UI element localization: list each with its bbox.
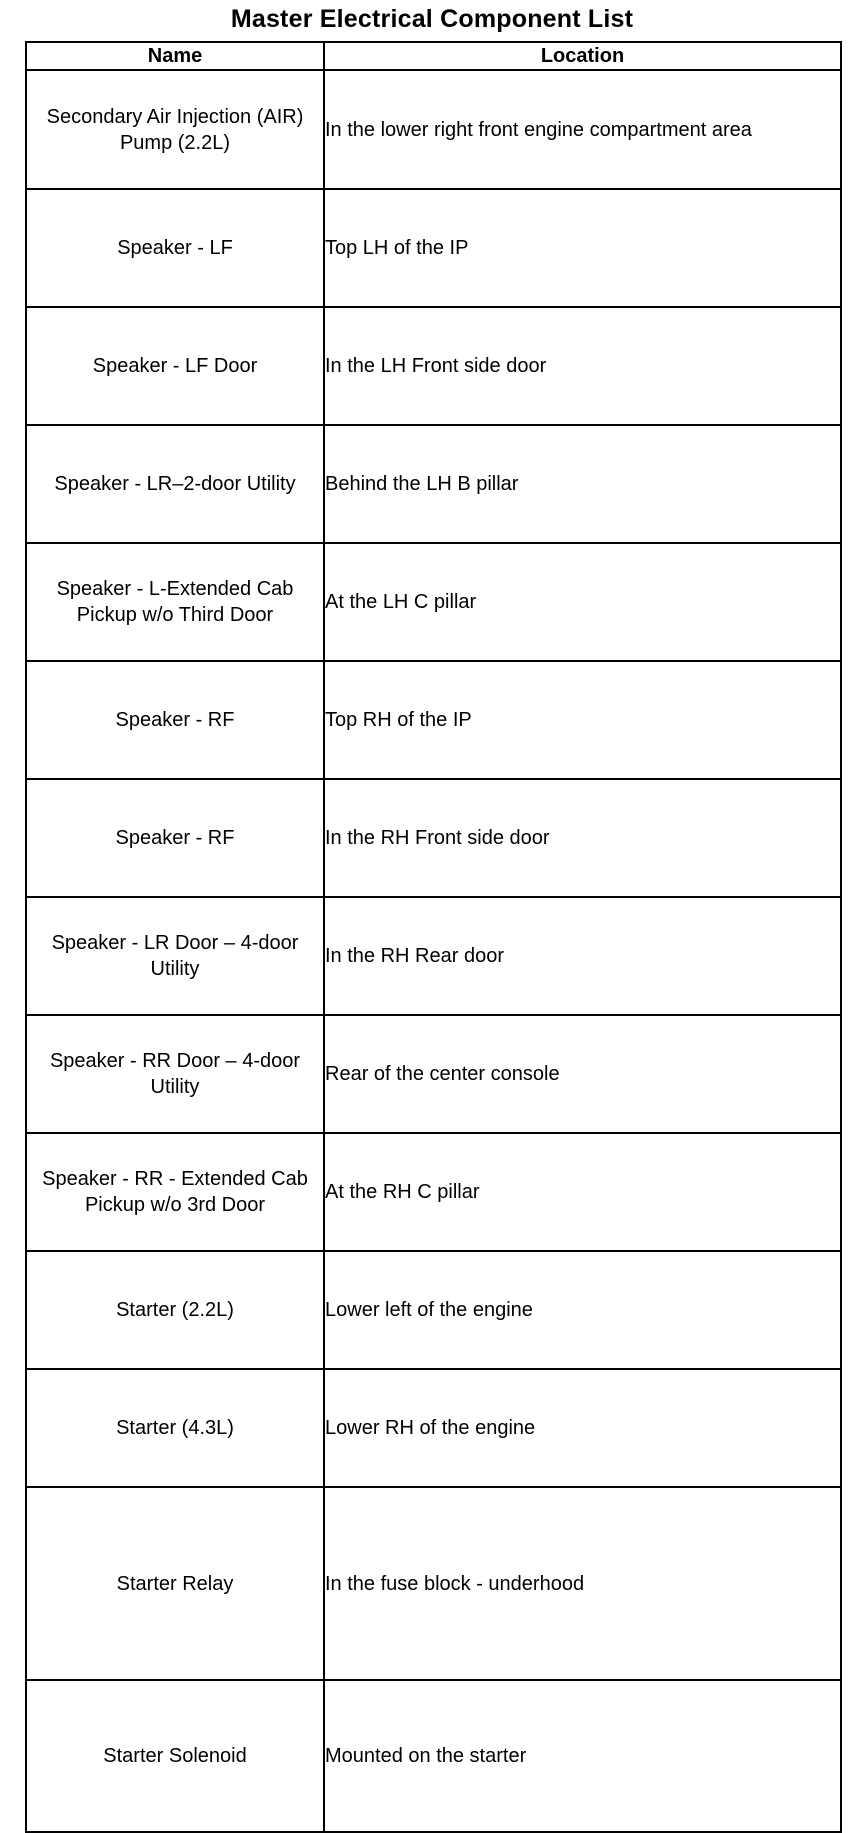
- table-row: [26, 189, 841, 307]
- component-table: [25, 41, 842, 1833]
- table-row: [26, 425, 841, 543]
- table-row: [26, 1015, 841, 1133]
- component-location-cell: Lower left of the engine: [324, 1251, 841, 1369]
- table-header-row: [26, 42, 841, 70]
- table-row: [26, 779, 841, 897]
- component-name-cell: Speaker - RF: [26, 661, 324, 779]
- component-name-cell: Speaker - LR–2-door Utility: [26, 425, 324, 543]
- page-title: Master Electrical Component List: [230, 5, 634, 33]
- component-name-cell: Speaker - LF Door: [26, 307, 324, 425]
- location-column-header: Location: [324, 42, 841, 70]
- table-row: [26, 1680, 841, 1832]
- component-name-cell: Speaker - RR - Extended Cab Pickup w/o 3rd Door: [26, 1133, 324, 1251]
- component-name-cell: Secondary Air Injection (AIR) Pump (2.2L): [26, 70, 324, 189]
- component-name-cell: Speaker - LR Door – 4-door Utility: [26, 897, 324, 1015]
- table-row: [26, 1487, 841, 1680]
- component-location-cell: In the RH Front side door: [324, 779, 841, 897]
- component-location-cell: Lower RH of the engine: [324, 1369, 841, 1487]
- table-row: [26, 1251, 841, 1369]
- component-location-cell: Behind the LH B pillar: [324, 425, 841, 543]
- component-name-cell: Speaker - RR Door – 4-door Utility: [26, 1015, 324, 1133]
- component-location-cell: At the RH C pillar: [324, 1133, 841, 1251]
- component-location-cell: In the fuse block - underhood: [324, 1487, 841, 1680]
- component-name-cell: Starter (2.2L): [26, 1251, 324, 1369]
- component-location-cell: At the LH C pillar: [324, 543, 841, 661]
- component-name-cell: Starter Solenoid: [26, 1680, 324, 1832]
- table-row: [26, 307, 841, 425]
- component-name-cell: Speaker - RF: [26, 779, 324, 897]
- component-location-cell: In the LH Front side door: [324, 307, 841, 425]
- component-name-cell: Starter Relay: [26, 1487, 324, 1680]
- component-location-cell: In the lower right front engine compartment area: [324, 70, 841, 189]
- table-row: [26, 897, 841, 1015]
- component-location-cell: In the RH Rear door: [324, 897, 841, 1015]
- component-location-cell: Top LH of the IP: [324, 189, 841, 307]
- component-name-cell: Speaker - LF: [26, 189, 324, 307]
- component-name-cell: Starter (4.3L): [26, 1369, 324, 1487]
- component-location-cell: Mounted on the starter: [324, 1680, 841, 1832]
- component-location-cell: Top RH of the IP: [324, 661, 841, 779]
- table-row: [26, 70, 841, 189]
- table-row: [26, 1133, 841, 1251]
- table-row: [26, 543, 841, 661]
- table-row: [26, 661, 841, 779]
- component-location-cell: Rear of the center console: [324, 1015, 841, 1133]
- component-name-cell: Speaker - L-Extended Cab Pickup w/o Third Door: [26, 543, 324, 661]
- name-column-header: Name: [26, 42, 324, 70]
- table-row: [26, 1369, 841, 1487]
